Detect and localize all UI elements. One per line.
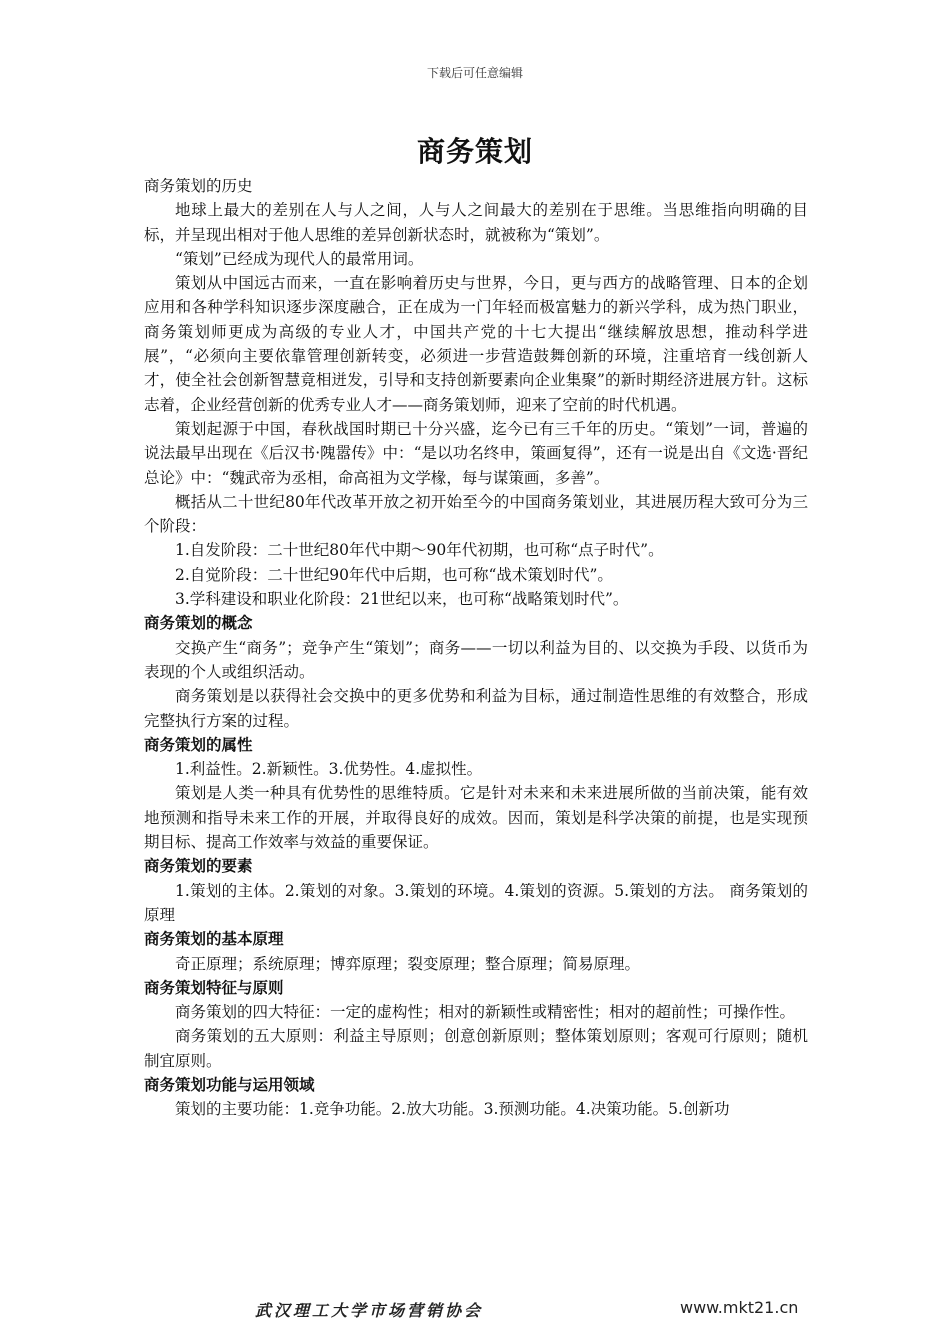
paragraph: 策划是人类一种具有优势性的思维特质。它是针对未来和未来进展所做的当前决策，能有效地预测和指导未来工作的开展，并取得良好的成效。因而，策划是科学决策的前提，也是实现预期目标、提高工作效率与效益的重要保证。 — [144, 784, 808, 852]
paragraph: 策划从中国远古而来，一直在影响着历史与世界，今日，更与西方的战略管理、日本的企划应用和各种学科知识逐步深度融合，正在成为一门年轻而极富魅力的新兴学科，成为热门职业，商务策划师更成为高级的专业人才，中国共产党的十七大提出“继续解放思想，推动科学进展”，“必须向主要依靠管理创新转变，必须进一步营造鼓舞创新的环境，注重培育一线创新人才，使全社会创新智慧竟相迸发，引导和支持创新要素向企业集聚”的新时期经济进展方针。这标志着，企业经营创新的优秀专业人才——商务策划师，迎来了空前的时代机遇。 — [144, 274, 808, 414]
paragraph: 策划的主要功能：1.竞争功能。2.放大功能。3.预测功能。4.决策功能。5.创新功 — [175, 1100, 730, 1119]
section-title-history: 商务策划的历史 — [144, 177, 253, 195]
document-body — [144, 174, 808, 1122]
paragraph: 奇正原理；系统原理；博弈原理；裂变原理；整合原理；简易原理。 — [175, 954, 641, 973]
header-note: 下载后可任意编辑 — [426, 66, 523, 80]
list-item-stage-2: 2.自觉阶段：二十世纪90年代中后期，也可称“战术策划时代”。 — [175, 565, 613, 584]
paragraph: 商务策划的四大特征：一定的虚构性；相对的新颖性或精密性；相对的超前性；可操作性。 — [175, 1003, 796, 1022]
paragraph: 交换产生“商务”；竞争产生“策划”；商务——一切以利益为目的、以交换为手段、以货币为表现的个人或组织活动。 — [144, 638, 808, 681]
section-heading-concept: 商务策划的概念 — [144, 614, 253, 633]
document-title: 商务策划 — [416, 135, 533, 168]
list-item-stage-1: 1.自发阶段：二十世纪80年代中期～90年代初期，也可称“点子时代”。 — [175, 541, 664, 560]
section-heading-features: 商务策划特征与原则 — [144, 978, 284, 997]
section-heading-attributes: 商务策划的属性 — [144, 735, 253, 754]
paragraph: 商务策划的五大原则：利益主导原则；创意创新原则；整体策划原则；客观可行原则；随机制宜原则。 — [144, 1027, 808, 1070]
section-heading-elements: 商务策划的要素 — [144, 857, 253, 876]
paragraph: “策划”已经成为现代人的最常用词。 — [175, 249, 424, 268]
paragraph: 概括从二十世纪80年代改革开放之初开始至今的中国商务策划业，其进展历程大致可分为三个阶段： — [144, 492, 808, 536]
paragraph: 策划起源于中国，春秋战国时期已十分兴盛，迄今已有三千年的历史。“策划”一词，普遍的说法最早出现在《后汉书·隗嚣传》中：“是以功名终申，策画复得”，还有一说是出自《文选·晋纪总论》中：“魏武帝为丞相，命高祖为文学椽，每与谋策画，多善”。 — [144, 419, 808, 487]
section-heading-functions: 商务策划功能与运用领域 — [144, 1075, 315, 1094]
list-item-stage-3: 3.学科建设和职业化阶段：21世纪以来，也可称“战略策划时代”。 — [175, 590, 629, 609]
footer-url: www.mkt21.cn — [680, 1298, 799, 1317]
section-heading-principles: 商务策划的基本原理 — [144, 930, 284, 949]
footer-organization: 武汉理工大学市场营销协会 — [255, 1301, 484, 1320]
paragraph: 地球上最大的差别在人与人之间，人与人之间最大的差别在于思维。当思维指向明确的目标，并呈现出相对于他人思维的差异创新状态时，就被称为“策划”。 — [144, 201, 808, 244]
paragraph: 商务策划是以获得社会交换中的更多优势和利益为目标，通过制造性思维的有效整合，形成完整执行方案的过程。 — [144, 687, 808, 730]
paragraph: 1.策划的主体。2.策划的对象。3.策划的环境。4.策划的资源。5.策划的方法。 商务策划的原理 — [144, 881, 808, 924]
paragraph: 1.利益性。2.新颖性。3.优势性。4.虚拟性。 — [175, 760, 483, 779]
